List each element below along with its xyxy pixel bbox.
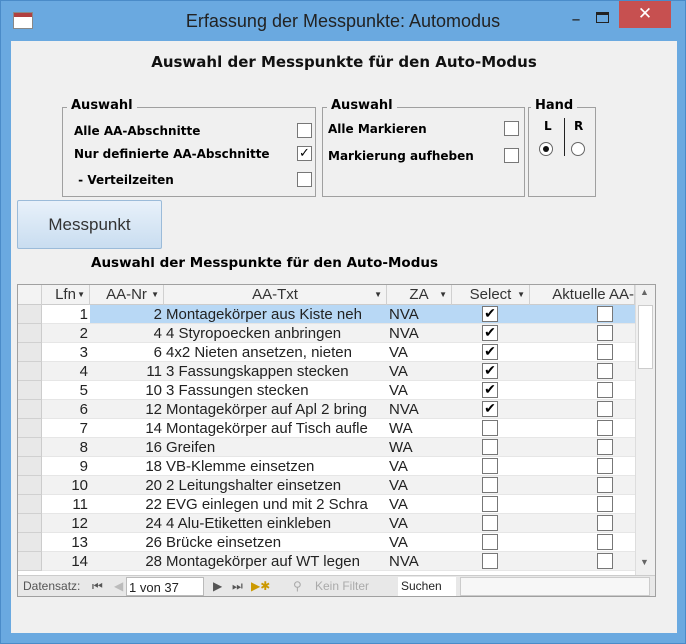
group-label: Auswahl — [327, 98, 397, 113]
hand-right-radio[interactable] — [571, 142, 585, 156]
cell-za[interactable]: VA — [387, 381, 452, 400]
record-selector[interactable] — [18, 514, 42, 533]
record-selector[interactable] — [18, 552, 42, 571]
select-checkbox[interactable] — [482, 553, 498, 569]
table-row[interactable] — [18, 305, 635, 324]
cell-aa-txt[interactable]: Montagekörper auf Tisch aufle — [164, 419, 387, 438]
cell-aa-txt[interactable]: 3 Fassungen stecken — [164, 381, 387, 400]
column-header-lfn[interactable] — [42, 285, 90, 305]
form-body — [11, 41, 677, 633]
cell-lfn[interactable]: 4 — [42, 362, 90, 381]
grid-header — [18, 285, 635, 305]
cell-select — [452, 381, 530, 400]
select-checkbox[interactable] — [482, 477, 498, 493]
table-row[interactable] — [18, 533, 635, 552]
aktuelle-checkbox[interactable] — [597, 306, 613, 322]
grid-heading: Auswahl der Messpunkte für den Auto-Modus — [91, 255, 439, 271]
cell-aktuelle — [530, 381, 635, 400]
cell-select — [452, 400, 530, 419]
cell-aa-txt[interactable]: 4 Alu-Etiketten einkleben — [164, 514, 387, 533]
group-auswahl-markierung — [322, 98, 525, 197]
select-checkbox[interactable] — [482, 420, 498, 436]
cell-aa-nr[interactable]: 12 — [90, 400, 164, 419]
cell-za[interactable]: VA — [387, 514, 452, 533]
hand-left-label: L — [544, 119, 552, 133]
cell-za[interactable]: NVA — [387, 305, 452, 324]
cell-lfn[interactable]: 8 — [42, 438, 90, 457]
dropdown-icon[interactable]: ▼ — [517, 290, 525, 299]
cell-lfn[interactable]: 14 — [42, 552, 90, 571]
cell-select — [452, 305, 530, 324]
window-title: Erfassung der Messpunkte: Automodus — [185, 11, 501, 31]
hand-right-label: R — [574, 119, 584, 133]
cell-za[interactable]: WA — [387, 419, 452, 438]
cell-aa-txt[interactable]: 4 Styropoecken anbringen — [164, 324, 387, 343]
group-hand — [528, 98, 596, 197]
form-heading: Auswahl der Messpunkte für den Auto-Modus — [151, 53, 537, 71]
record-selector[interactable] — [18, 343, 42, 362]
header-label: Select — [469, 286, 512, 303]
cell-aktuelle — [530, 514, 635, 533]
cell-za[interactable]: NVA — [387, 552, 452, 571]
markierung-aufheben-label: Markierung aufheben — [328, 149, 474, 163]
select-checkbox[interactable]: ✔ — [482, 382, 498, 398]
cell-aa-txt[interactable]: EVG einlegen und mit 2 Schra — [164, 495, 387, 514]
column-header-select[interactable] — [452, 285, 530, 305]
cell-select — [452, 457, 530, 476]
table-row[interactable] — [18, 495, 635, 514]
select-checkbox[interactable] — [482, 496, 498, 512]
horizontal-scrollbar[interactable] — [460, 577, 650, 596]
cell-lfn[interactable]: 3 — [42, 343, 90, 362]
cell-lfn[interactable]: 2 — [42, 324, 90, 343]
cell-select — [452, 343, 530, 362]
alle-markieren-label: Alle Markieren — [328, 122, 427, 136]
aktuelle-checkbox[interactable] — [597, 344, 613, 360]
cell-aktuelle — [530, 457, 635, 476]
table-row[interactable] — [18, 514, 635, 533]
cell-aa-nr[interactable]: 4 — [90, 324, 164, 343]
cell-aktuelle — [530, 495, 635, 514]
new-record-icon[interactable]: ▶✱ — [251, 579, 271, 593]
cell-select — [452, 438, 530, 457]
table-row[interactable] — [18, 438, 635, 457]
table-row[interactable] — [18, 324, 635, 343]
aktuelle-checkbox[interactable] — [597, 401, 613, 417]
cell-aa-txt[interactable]: Greifen — [164, 438, 387, 457]
cell-lfn[interactable]: 5 — [42, 381, 90, 400]
aktuelle-checkbox[interactable] — [597, 325, 613, 341]
header-label: Aktuelle AA- — [552, 286, 634, 303]
cell-lfn[interactable]: 13 — [42, 533, 90, 552]
aktuelle-checkbox[interactable] — [597, 458, 613, 474]
aktuelle-checkbox[interactable] — [597, 420, 613, 436]
cell-aa-txt[interactable]: VB-Klemme einsetzen — [164, 457, 387, 476]
select-checkbox[interactable] — [482, 515, 498, 531]
cell-select — [452, 419, 530, 438]
messpunkt-button[interactable]: Messpunkt — [17, 200, 162, 249]
cell-aktuelle — [530, 362, 635, 381]
dropdown-icon[interactable]: ▼ — [374, 290, 382, 299]
cell-za[interactable]: NVA — [387, 400, 452, 419]
column-header-aa-txt[interactable] — [164, 285, 387, 305]
cell-za[interactable]: VA — [387, 476, 452, 495]
cell-aa-nr[interactable]: 2 — [90, 305, 164, 324]
hand-left-radio[interactable] — [539, 142, 553, 156]
aktuelle-checkbox[interactable] — [597, 363, 613, 379]
cell-za[interactable]: VA — [387, 362, 452, 381]
alle-markieren-checkbox[interactable] — [504, 121, 519, 136]
column-header-aa-nr[interactable] — [90, 285, 164, 305]
select-checkbox[interactable] — [482, 439, 498, 455]
cell-lfn[interactable]: 10 — [42, 476, 90, 495]
cell-aa-txt[interactable]: Montagekörper aus Kiste neh — [164, 305, 387, 324]
record-number-input[interactable]: 1 von 37 — [126, 577, 204, 596]
cell-aa-txt[interactable]: Montagekörper auf Apl 2 bring — [164, 400, 387, 419]
table-row[interactable] — [18, 400, 635, 419]
cell-lfn[interactable]: 6 — [42, 400, 90, 419]
group-label: Hand — [531, 98, 577, 113]
dropdown-icon[interactable]: ▼ — [151, 290, 159, 299]
divider — [564, 118, 565, 156]
first-record-icon[interactable]: ⏮ — [92, 579, 103, 593]
cell-aa-txt[interactable]: 3 Fassungskappen stecken — [164, 362, 387, 381]
verteilzeiten-label: - Verteilzeiten — [74, 173, 174, 187]
cell-aa-nr[interactable]: 16 — [90, 438, 164, 457]
aktuelle-checkbox[interactable] — [597, 515, 613, 531]
record-selector[interactable] — [18, 362, 42, 381]
record-selector[interactable] — [18, 533, 42, 552]
dropdown-icon[interactable]: ▼ — [77, 290, 85, 299]
table-row[interactable] — [18, 381, 635, 400]
cell-za[interactable]: WA — [387, 438, 452, 457]
cell-aa-nr[interactable]: 10 — [90, 381, 164, 400]
cell-aktuelle — [530, 419, 635, 438]
dropdown-icon[interactable]: ▼ — [439, 290, 447, 299]
column-header-aktuelle[interactable] — [530, 285, 635, 305]
record-selector[interactable] — [18, 476, 42, 495]
table-row[interactable] — [18, 476, 635, 495]
select-checkbox[interactable]: ✔ — [482, 401, 498, 417]
cell-aa-txt[interactable]: Brücke einsetzen — [164, 533, 387, 552]
cell-za[interactable]: VA — [387, 495, 452, 514]
scroll-up-icon[interactable]: ▲ — [640, 287, 649, 297]
cell-lfn[interactable]: 12 — [42, 514, 90, 533]
select-checkbox[interactable]: ✔ — [482, 363, 498, 379]
cell-za[interactable]: NVA — [387, 324, 452, 343]
next-record-icon[interactable]: ▶ — [213, 579, 223, 593]
record-selector[interactable] — [18, 457, 42, 476]
select-all-corner[interactable] — [18, 285, 42, 305]
group-auswahl-abschnitte — [62, 98, 316, 197]
aktuelle-checkbox[interactable] — [597, 553, 613, 569]
maximize-button[interactable] — [593, 9, 613, 29]
cell-aa-txt[interactable]: 4x2 Nieten ansetzen, nieten — [164, 343, 387, 362]
cell-aktuelle — [530, 438, 635, 457]
cell-aktuelle — [530, 400, 635, 419]
cell-za[interactable]: VA — [387, 533, 452, 552]
table-row[interactable] — [18, 419, 635, 438]
maximize-icon — [596, 12, 609, 23]
minimize-button[interactable]: – — [571, 9, 581, 30]
alle-aa-label: Alle AA-Abschnitte — [74, 124, 201, 138]
scroll-down-icon[interactable]: ▼ — [640, 557, 649, 567]
cell-lfn[interactable]: 11 — [42, 495, 90, 514]
cell-select — [452, 324, 530, 343]
record-selector[interactable] — [18, 438, 42, 457]
cell-aa-nr[interactable]: 22 — [90, 495, 164, 514]
cell-aa-nr[interactable]: 20 — [90, 476, 164, 495]
record-selector[interactable] — [18, 419, 42, 438]
record-label: Datensatz: — [23, 579, 81, 593]
aktuelle-checkbox[interactable] — [597, 534, 613, 550]
record-selector[interactable] — [18, 495, 42, 514]
cell-lfn[interactable]: 7 — [42, 419, 90, 438]
cell-select — [452, 495, 530, 514]
header-label: ZA — [409, 286, 429, 303]
cell-select — [452, 552, 530, 571]
record-selector[interactable] — [18, 381, 42, 400]
column-header-za[interactable] — [387, 285, 452, 305]
table-row[interactable] — [18, 457, 635, 476]
cell-aa-nr[interactable]: 18 — [90, 457, 164, 476]
cell-aa-nr[interactable]: 24 — [90, 514, 164, 533]
select-checkbox[interactable] — [482, 534, 498, 550]
record-navigator — [18, 575, 655, 597]
cell-aktuelle — [530, 324, 635, 343]
cell-aktuelle — [530, 343, 635, 362]
table-row[interactable] — [18, 362, 635, 381]
cell-select — [452, 476, 530, 495]
aktuelle-checkbox[interactable] — [597, 382, 613, 398]
group-label: Auswahl — [67, 98, 137, 113]
select-checkbox[interactable]: ✔ — [482, 344, 498, 360]
aktuelle-checkbox[interactable] — [597, 496, 613, 512]
cell-aa-nr[interactable]: 6 — [90, 343, 164, 362]
header-label: Lfn — [55, 286, 76, 303]
datasheet — [17, 284, 656, 597]
verteilzeiten-checkbox[interactable] — [297, 172, 312, 187]
table-row[interactable] — [18, 343, 635, 362]
nur-definierte-label: Nur definierte AA-Abschnitte — [74, 147, 270, 161]
last-record-icon[interactable]: ⏭ — [232, 579, 243, 593]
cell-aa-txt[interactable]: 2 Leitungshalter einsetzen — [164, 476, 387, 495]
cell-aa-txt[interactable]: Montagekörper auf WT legen — [164, 552, 387, 571]
cell-aa-nr[interactable]: 26 — [90, 533, 164, 552]
cell-za[interactable]: VA — [387, 457, 452, 476]
markierung-aufheben-checkbox[interactable] — [504, 148, 519, 163]
cell-aktuelle — [530, 476, 635, 495]
cell-aktuelle — [530, 305, 635, 324]
cell-aa-nr[interactable]: 14 — [90, 419, 164, 438]
record-selector[interactable] — [18, 305, 42, 324]
kein-filter-button[interactable]: Kein Filter — [315, 579, 370, 593]
cell-lfn[interactable]: 1 — [42, 305, 90, 324]
nur-definierte-checkbox[interactable]: ✓ — [297, 146, 312, 161]
aktuelle-checkbox[interactable] — [597, 477, 613, 493]
vertical-scrollbar[interactable] — [635, 285, 655, 575]
header-label: AA-Txt — [252, 286, 298, 303]
alle-aa-checkbox[interactable] — [297, 123, 312, 138]
record-selector[interactable] — [18, 324, 42, 343]
cell-aa-nr[interactable]: 11 — [90, 362, 164, 381]
select-checkbox[interactable] — [482, 458, 498, 474]
search-input[interactable]: Suchen — [398, 577, 456, 596]
cell-aa-nr[interactable]: 28 — [90, 552, 164, 571]
scroll-thumb[interactable] — [638, 305, 653, 369]
cell-lfn[interactable]: 9 — [42, 457, 90, 476]
record-selector[interactable] — [18, 400, 42, 419]
select-checkbox[interactable]: ✔ — [482, 325, 498, 341]
cell-select — [452, 362, 530, 381]
cell-aktuelle — [530, 552, 635, 571]
cell-aktuelle — [530, 533, 635, 552]
cell-select — [452, 533, 530, 552]
header-label: AA-Nr — [106, 286, 147, 303]
select-checkbox[interactable]: ✔ — [482, 306, 498, 322]
table-row[interactable] — [18, 552, 635, 571]
filter-icon[interactable]: ⚲ — [293, 579, 302, 593]
cell-za[interactable]: VA — [387, 343, 452, 362]
cell-select — [452, 514, 530, 533]
prev-record-icon[interactable]: ◀ — [114, 579, 124, 593]
close-button[interactable]: ✕ — [619, 1, 671, 28]
title-bar — [1, 1, 685, 41]
aktuelle-checkbox[interactable] — [597, 439, 613, 455]
